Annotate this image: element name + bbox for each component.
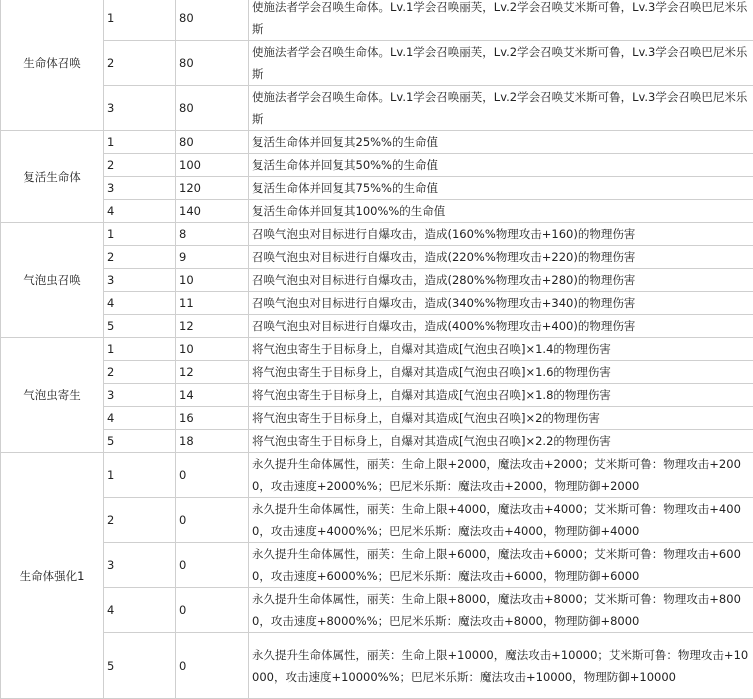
table-row [1,453,753,498]
description-cell: 召唤气泡虫对目标进行自爆攻击，造成(400%%物理攻击+400)的物理伤害 [249,315,753,338]
cost-cell: 80 [176,131,249,154]
cost-cell: 8 [176,223,249,246]
table-row [1,177,753,200]
level-cell: 4 [104,588,176,633]
description-cell: 永久提升生命体属性，丽芙：生命上限+2000，魔法攻击+2000；艾米斯可鲁：物理攻击+2000，攻击速度+2000%%；巴尼米乐斯：魔法攻击+2000，物理防御+2000 [249,453,753,498]
table-row [1,588,753,633]
table-row [1,633,753,699]
level-cell: 3 [104,384,176,407]
description-cell: 将气泡虫寄生于目标身上，自爆对其造成[气泡虫召唤]×2的物理伤害 [249,407,753,430]
description-cell: 永久提升生命体属性，丽芙：生命上限+10000，魔法攻击+10000；艾米斯可鲁：物理攻击+10000，攻击速度+10000%%；巴尼米乐斯：魔法攻击+10000，物理防御+10000 [249,633,753,699]
cost-cell: 0 [176,588,249,633]
table-row [1,315,753,338]
description-cell: 永久提升生命体属性，丽芙：生命上限+8000，魔法攻击+8000；艾米斯可鲁：物理攻击+8000，攻击速度+8000%%；巴尼米乐斯：魔法攻击+8000，物理防御+8000 [249,588,753,633]
cost-cell: 0 [176,543,249,588]
table-row [1,0,753,41]
description-cell: 复活生命体并回复其25%%的生命值 [249,131,753,154]
table-row [1,41,753,86]
table-row [1,384,753,407]
level-cell: 4 [104,407,176,430]
level-cell: 3 [104,269,176,292]
description-cell: 将气泡虫寄生于目标身上，自爆对其造成[气泡虫召唤]×1.6的物理伤害 [249,361,753,384]
table-row [1,361,753,384]
cost-cell: 80 [176,0,249,41]
cost-cell: 140 [176,200,249,223]
cost-cell: 12 [176,315,249,338]
table-row [1,131,753,154]
cost-cell: 0 [176,453,249,498]
description-cell: 使施法者学会召唤生命体。Lv.1学会召唤丽芙，Lv.2学会召唤艾米斯可鲁，Lv.3学会召唤巴尼米乐斯 [249,41,753,86]
level-cell: 3 [104,86,176,131]
cost-cell: 18 [176,430,249,453]
cost-cell: 16 [176,407,249,430]
description-cell: 永久提升生命体属性，丽芙：生命上限+6000，魔法攻击+6000；艾米斯可鲁：物理攻击+6000，攻击速度+6000%%；巴尼米乐斯：魔法攻击+6000，物理防御+6000 [249,543,753,588]
cost-cell: 11 [176,292,249,315]
cost-cell: 0 [176,498,249,543]
level-cell: 4 [104,200,176,223]
description-cell: 永久提升生命体属性，丽芙：生命上限+4000，魔法攻击+4000；艾米斯可鲁：物理攻击+4000，攻击速度+4000%%；巴尼米乐斯：魔法攻击+4000，物理防御+4000 [249,498,753,543]
table-row [1,407,753,430]
description-cell: 召唤气泡虫对目标进行自爆攻击，造成(220%%物理攻击+220)的物理伤害 [249,246,753,269]
description-cell: 复活生命体并回复其75%%的生命值 [249,177,753,200]
level-cell: 5 [104,430,176,453]
level-cell: 2 [104,498,176,543]
level-cell: 2 [104,246,176,269]
cost-cell: 100 [176,154,249,177]
level-cell: 2 [104,361,176,384]
skill-name-cell: 气泡虫召唤 [1,223,104,338]
table-row [1,269,753,292]
level-cell: 3 [104,177,176,200]
table-row [1,154,753,177]
description-cell: 召唤气泡虫对目标进行自爆攻击，造成(280%%物理攻击+280)的物理伤害 [249,269,753,292]
skill-name-cell: 生命体召唤 [1,0,104,131]
cost-cell: 12 [176,361,249,384]
cost-cell: 80 [176,86,249,131]
level-cell: 1 [104,223,176,246]
level-cell: 1 [104,338,176,361]
level-cell: 1 [104,453,176,498]
level-cell: 1 [104,0,176,41]
description-cell: 将气泡虫寄生于目标身上，自爆对其造成[气泡虫召唤]×2.2的物理伤害 [249,430,753,453]
cost-cell: 9 [176,246,249,269]
level-cell: 2 [104,41,176,86]
skill-name-cell: 气泡虫寄生 [1,338,104,453]
description-cell: 将气泡虫寄生于目标身上，自爆对其造成[气泡虫召唤]×1.4的物理伤害 [249,338,753,361]
level-cell: 5 [104,633,176,699]
level-cell: 5 [104,315,176,338]
skill-name-cell: 生命体强化1 [1,453,104,699]
table-row [1,292,753,315]
table-row [1,246,753,269]
cost-cell: 10 [176,338,249,361]
cost-cell: 14 [176,384,249,407]
description-cell: 复活生命体并回复其50%%的生命值 [249,154,753,177]
table-row [1,338,753,361]
level-cell: 1 [104,131,176,154]
description-cell: 使施法者学会召唤生命体。Lv.1学会召唤丽芙，Lv.2学会召唤艾米斯可鲁，Lv.3学会召唤巴尼米乐斯 [249,0,753,41]
table-row [1,498,753,543]
table-row [1,543,753,588]
cost-cell: 120 [176,177,249,200]
skill-table-body [1,0,753,699]
table-row [1,430,753,453]
table-row [1,200,753,223]
cost-cell: 0 [176,633,249,699]
description-cell: 召唤气泡虫对目标进行自爆攻击，造成(340%%物理攻击+340)的物理伤害 [249,292,753,315]
cost-cell: 10 [176,269,249,292]
level-cell: 2 [104,154,176,177]
description-cell: 复活生命体并回复其100%%的生命值 [249,200,753,223]
description-cell: 使施法者学会召唤生命体。Lv.1学会召唤丽芙，Lv.2学会召唤艾米斯可鲁，Lv.3学会召唤巴尼米乐斯 [249,86,753,131]
level-cell: 4 [104,292,176,315]
description-cell: 将气泡虫寄生于目标身上，自爆对其造成[气泡虫召唤]×1.8的物理伤害 [249,384,753,407]
table-row [1,86,753,131]
description-cell: 召唤气泡虫对目标进行自爆攻击，造成(160%%物理攻击+160)的物理伤害 [249,223,753,246]
level-cell: 3 [104,543,176,588]
table-row [1,223,753,246]
skill-name-cell: 复活生命体 [1,131,104,223]
cost-cell: 80 [176,41,249,86]
